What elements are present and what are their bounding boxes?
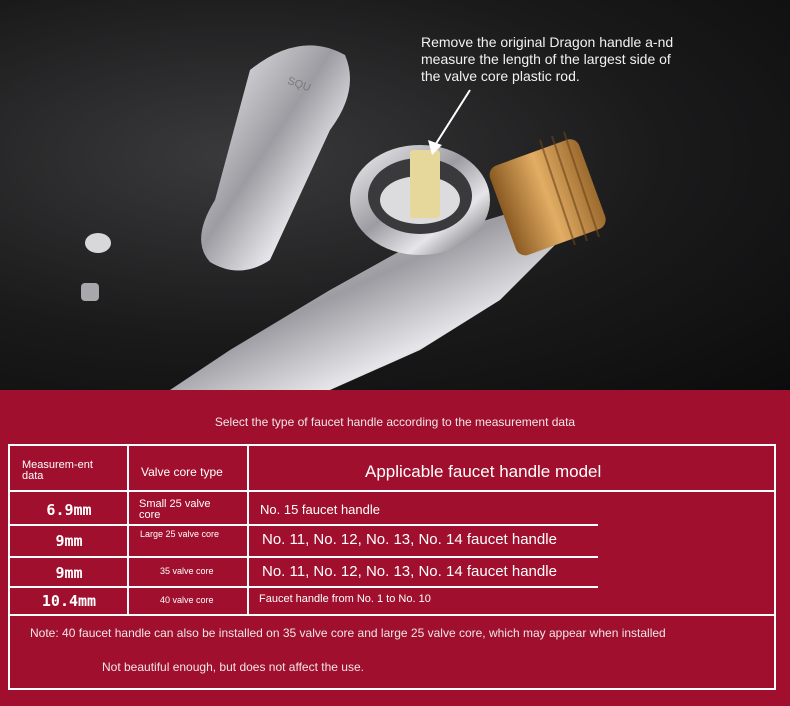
note-text-continued: Not beautiful enough, but does not affect the use. xyxy=(102,660,364,674)
handle-brand-text: SQU xyxy=(285,74,313,95)
table-divider xyxy=(8,490,776,492)
header-measurement: Measurem-ent data xyxy=(22,459,93,482)
header-handle-model: Applicable faucet handle model xyxy=(365,462,602,481)
arrow-line xyxy=(432,90,470,150)
table-divider xyxy=(8,614,776,616)
row-handle-model: Faucet handle from No. 1 to No. 10 xyxy=(259,593,431,605)
instruction-callout: Remove the original Dragon handle a-nd measure the length of the largest side of the valve core plastic rod. xyxy=(421,34,674,84)
row-valve-core: Small 25 valve core xyxy=(139,498,211,521)
row-measurement: 9mm xyxy=(55,564,83,582)
row-measurement: 6.9mm xyxy=(46,501,92,519)
row-measurement: 10.4mm xyxy=(41,592,97,610)
table-divider xyxy=(8,524,598,526)
row-valve-core: 40 valve core xyxy=(160,595,214,605)
row-valve-core: Large 25 valve core xyxy=(140,529,220,539)
valve-core-rod xyxy=(410,150,440,218)
table-caption: Select the type of faucet handle according to the measurement data xyxy=(214,415,576,429)
row-handle-model: No. 11, No. 12, No. 13, No. 14 faucet handle xyxy=(262,563,557,580)
row-valve-core: 35 valve core xyxy=(160,566,214,576)
cap-part xyxy=(85,233,111,253)
table-column-divider xyxy=(127,446,129,614)
row-handle-model: No. 15 faucet handle xyxy=(260,502,380,517)
lever-handle xyxy=(201,45,350,270)
table-divider xyxy=(8,556,598,558)
table-column-divider xyxy=(247,446,249,614)
screw-part xyxy=(81,283,99,301)
row-measurement: 9mm xyxy=(55,532,83,550)
note-text: Note: 40 faucet handle can also be installed on 35 valve core and large 25 valve core, which may appear when installed xyxy=(30,626,666,640)
row-handle-model: No. 11, No. 12, No. 13, No. 14 faucet handle xyxy=(262,531,557,548)
table-divider xyxy=(8,586,598,588)
header-valve-core-type: Valve core type xyxy=(141,465,223,479)
